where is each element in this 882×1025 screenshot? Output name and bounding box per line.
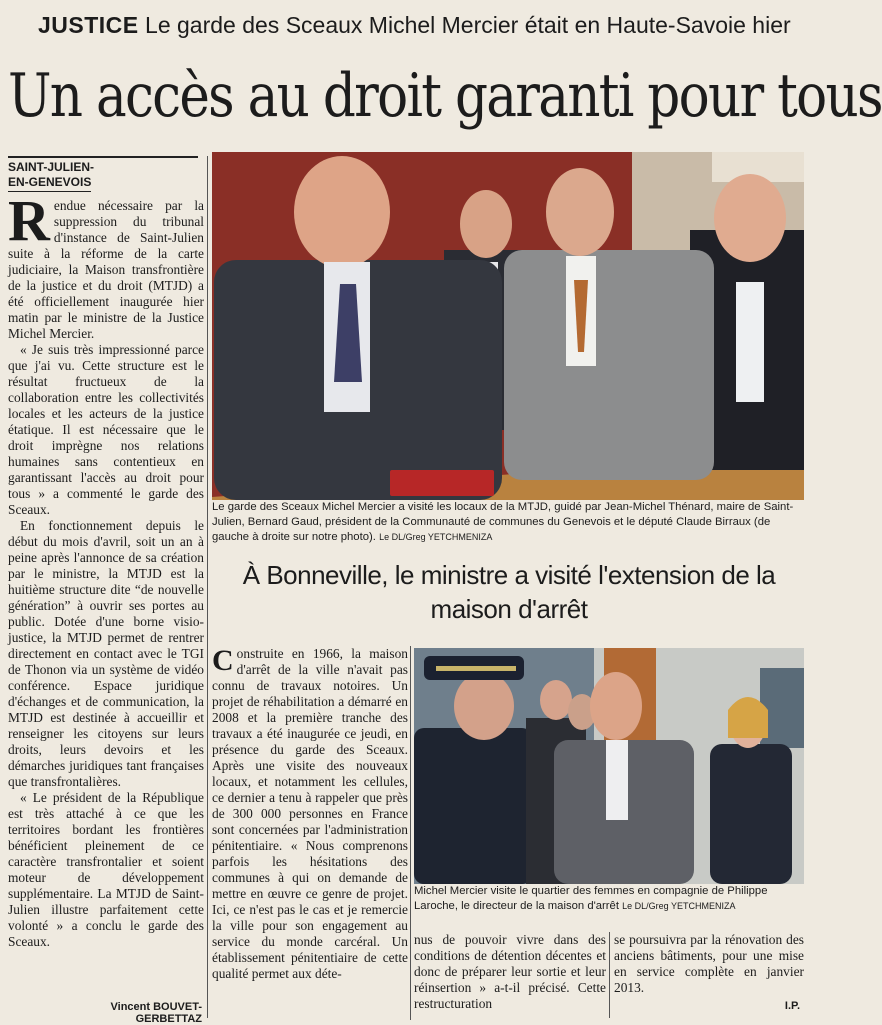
photo-inauguration — [212, 152, 804, 500]
photo-caption — [414, 884, 804, 918]
photo-caption — [212, 500, 804, 552]
column-divider — [410, 646, 411, 1020]
photo-prison-visit — [414, 648, 804, 884]
section-label: JUSTICE — [38, 12, 139, 38]
dateline-line1: SAINT-JULIEN- — [8, 160, 95, 174]
caption-text: Michel Mercier visite le quartier des femmes en compagnie de Philippe Laroche, le directeur de la maison d'arrêt — [414, 885, 768, 912]
article2-column-a — [212, 646, 408, 1022]
caption-text: Le garde des Sceaux Michel Mercier a visité les locaux de la MTJD, guidé par Jean-Michel Thénard, maire de Saint-Julien, Bernard Gaud, président de la Communauté de communes du Genevois et le député Claude Birraux (de gauche à droite sur notre photo). — [212, 501, 794, 543]
article-paragraph: En fonctionnement depuis le début du mois d'avril, soit un an à peine après l'annonce de sa création par le ministre, la MTJD est la huitième structure dite “de nouvelle génération” à ouvrir ses portes au public. Dotée d'une borne visio-justice, la MTJD permet de rentrer directement en contact avec le TGI de Thonon via un système de vidéo conférence. Espace juridique d'échanges et de communication, la MTJD est destinée à accueillir et renseigner les citoyens sur leurs droits, leurs devoirs et les démarches juridiques tant françaises que transfrontalières. — [8, 518, 204, 789]
article-main-column — [8, 188, 204, 998]
article2-column-b: nus de pouvoir vivre dans des conditions de détention décentes et donc de préparer leur sortie et leur réinsertion » a-t-il précisé. Cette restructuration — [414, 932, 606, 1011]
byline: Vincent BOUVET-GERBETTAZ — [110, 1001, 202, 1025]
secondary-headline: À Bonneville, le ministre a visité l'extension de la maison d'arrêt — [242, 560, 776, 624]
dateline-line2: EN-GENEVOIS — [8, 175, 91, 192]
headline: Un accès au droit garanti pour tous — [8, 61, 882, 131]
article-paragraph: endue nécessaire par la suppression du tribunal d'instance de Saint-Julien suite à la réforme de la carte judiciaire, la Maison transfrontière de la justice et du droit (MTJD) a été officiellement inaugurée hier matin par le ministre de la Justice Michel Mercier. — [8, 198, 204, 341]
article-paragraph: « Le président de la République est très attaché à ce que les territoires bordant les frontières bénéficient pleinement de ce caractère transfrontalier et soient moteur de développement supplémentaire. La MTJD de Saint-Julien illustre parfaitement cette volonté » a conclu le garde des Sceaux. — [8, 790, 204, 949]
article-paragraph: « Je suis très impressionné parce que j'ai vu. Cette structure est le résultat fructueux de la collaboration entre les collectivités locales et les acteurs de la justice étatique. Il est nécessaire que le droit imprègne nos relations humaines sans contentieux en garantissant l'accès au droit pour tous » a commenté le garde des Sceaux. — [8, 342, 204, 517]
dropcap: R — [8, 188, 50, 253]
kicker — [38, 12, 798, 44]
article-paragraph: onstruite en 1966, la maison d'arrêt de la ville n'avait pas connu de travaux notoires. Un projet de réhabilitation a démarré en 2008 et la première tranche des travaux a été inaugurée ce jeudi, en présence du garde des Sceaux. Après une visite des nouveaux locaux, et notamment les cellules, ce dernier a tenu à rappeler que près de 300 000 personnes en France sont concernées par l'administration pénitentiaire. « Nous comprenons parfois les hésitations des communes à qui on demande de mettre en œuvre ce genre de projet. Ici, ce n'est pas le cas et je remercie la ville pour son engagement au service du monde carcéral. Un établissement pénitentiaire de cette qualité permet aux déte- — [212, 646, 408, 981]
kicker-text: Le garde des Sceaux Michel Mercier était en Haute-Savoie hier — [145, 12, 791, 38]
dropcap: C — [212, 644, 234, 677]
article2-column-c: se poursuivra par la rénovation des anciens bâtiments, pour une mise en service complète en janvier 2013. — [614, 932, 804, 995]
author-initials: I.P. — [784, 1000, 800, 1012]
photo-illustration — [212, 152, 804, 500]
column-divider — [609, 932, 610, 1018]
photo-illustration — [414, 648, 804, 884]
column-divider — [207, 156, 208, 1018]
photo-credit: Le DL/Greg YETCHMENIZA — [379, 532, 493, 542]
photo-credit: Le DL/Greg YETCHMENIZA — [622, 901, 736, 911]
